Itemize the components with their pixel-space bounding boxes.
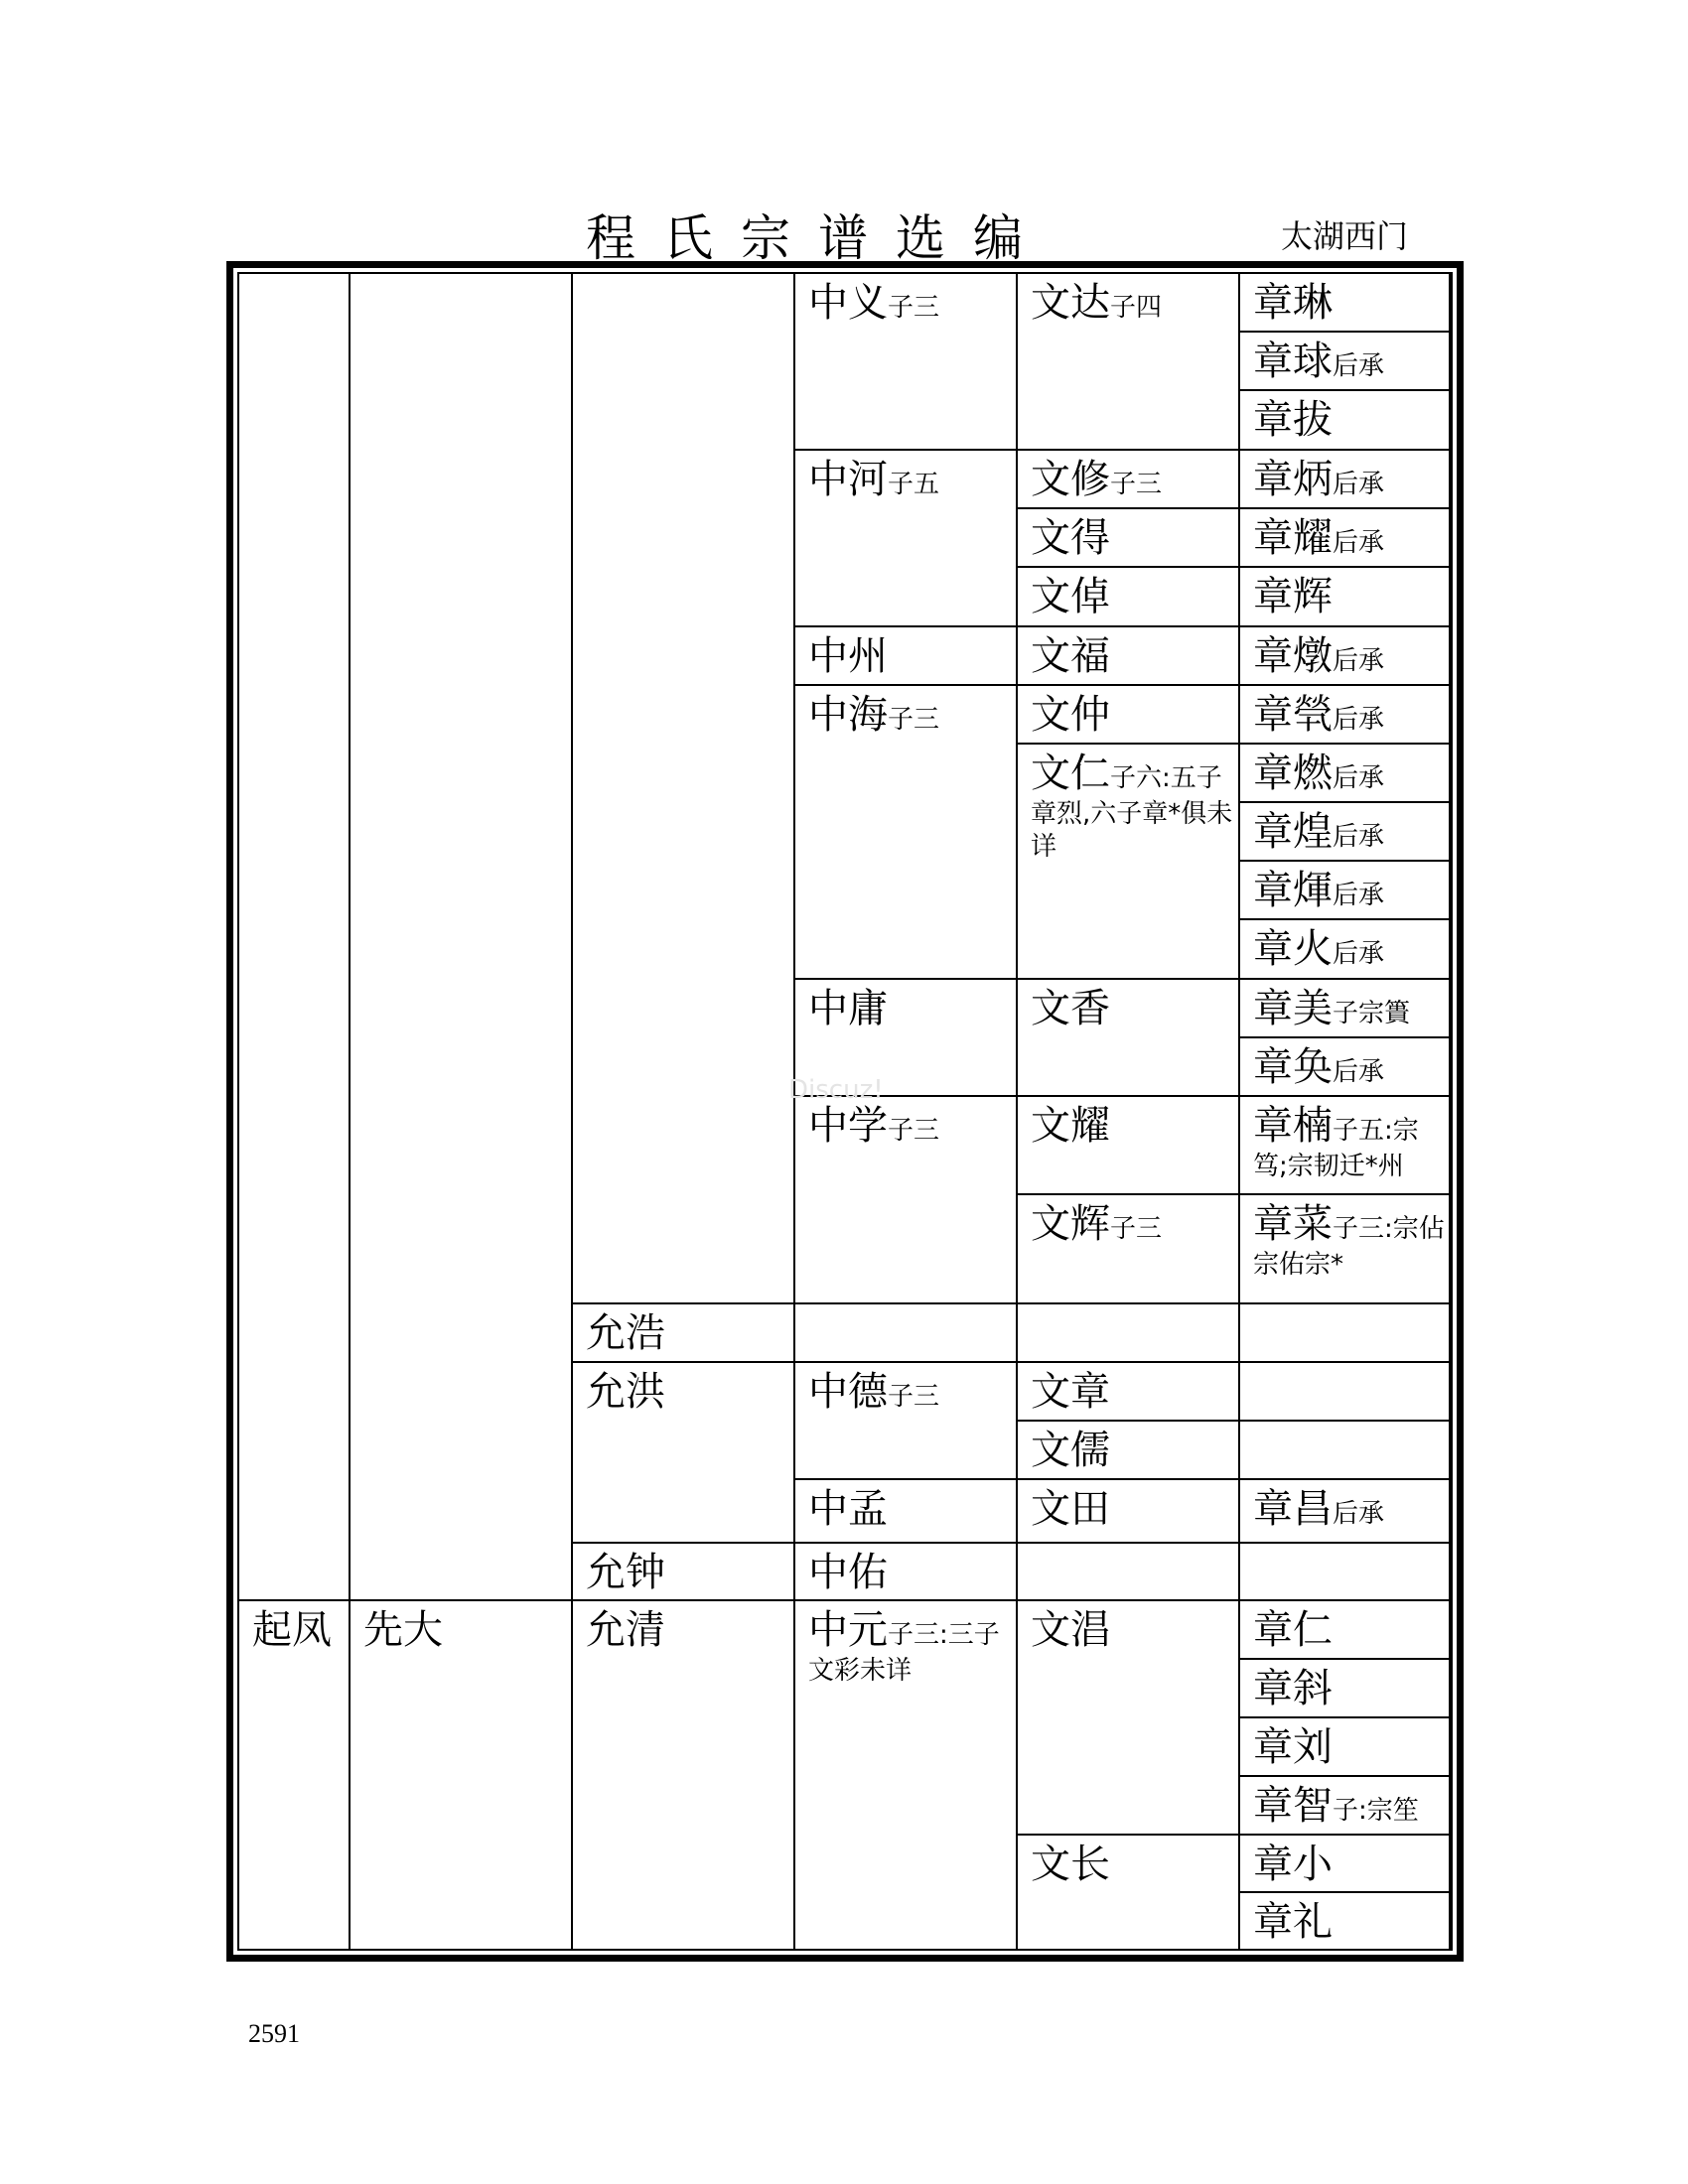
person-note: 子三 (888, 705, 940, 735)
person-name: 章菜 (1253, 1201, 1333, 1247)
person-name: 章奂 (1253, 1044, 1333, 1090)
cell-gen5-wende (1018, 509, 1240, 568)
page-title: 程氏宗谱选编 (586, 209, 1051, 267)
person-name: 章楠 (1253, 1103, 1333, 1149)
person-note: 后承 (1333, 1057, 1385, 1087)
person-note: 子三 (888, 1382, 940, 1412)
cell-gen5-empty-2 (1018, 1544, 1240, 1601)
person-name: 章煇 (1253, 868, 1333, 913)
person-name: 起凤 (252, 1607, 332, 1653)
person-name: 章仁 (1253, 1607, 1333, 1653)
cell-gen5-wenfu (1018, 627, 1240, 686)
person-note: 后承 (1333, 822, 1385, 852)
person-name: 文儒 (1031, 1428, 1110, 1473)
person-name: 章燃 (1253, 751, 1333, 796)
person-name: 文章 (1031, 1369, 1110, 1415)
person-name: 章耀 (1253, 515, 1333, 561)
cell-gen6-empty-2 (1240, 1363, 1451, 1422)
person-note: 后承 (1333, 351, 1385, 381)
cell-gen5-wentian (1018, 1480, 1240, 1544)
person-note: 后承 (1333, 528, 1385, 558)
person-name: 章小 (1253, 1842, 1333, 1887)
person-name: 中海 (808, 692, 888, 738)
cell-gen4-zhongyuan (795, 1601, 1018, 1951)
cell-gen5-wenzhuo (1018, 568, 1240, 627)
person-name: 章拔 (1253, 397, 1333, 443)
person-name: 章斜 (1253, 1666, 1333, 1711)
person-name: 中州 (808, 633, 888, 679)
person-name: 文得 (1031, 515, 1110, 561)
person-name: 中佑 (808, 1550, 888, 1595)
cell-gen5-wenchang (1018, 1601, 1240, 1836)
cell-gen5-wenzhang (1018, 1363, 1240, 1422)
cell-gen6-zhanghuang (1240, 803, 1451, 862)
cell-gen3-empty (573, 274, 795, 1304)
person-name: 文仲 (1031, 692, 1110, 738)
cell-gen1-qifeng (239, 1601, 351, 1951)
cell-gen5-wenyao (1018, 1097, 1240, 1195)
person-name: 文田 (1031, 1486, 1110, 1532)
person-name: 文仁 (1031, 751, 1110, 796)
cell-gen6-zhangran (1240, 745, 1451, 803)
cell-gen6-zhangxiao (1240, 1836, 1451, 1893)
page-number: 2591 (248, 2019, 300, 2048)
person-name: 文长 (1031, 1842, 1110, 1887)
cell-gen6-zhanghui2 (1240, 862, 1451, 920)
person-name: 文达 (1031, 280, 1110, 326)
cell-gen6-zhangren (1240, 1601, 1451, 1660)
cell-gen2-xianda (351, 1601, 573, 1951)
person-note: 子三:宗佔宗佑宗* (1253, 1214, 1445, 1280)
page-subtitle: 太湖西门 (1281, 217, 1409, 255)
cell-gen6-zhangliu (1240, 1718, 1451, 1777)
person-note: 后承 (1333, 705, 1385, 735)
person-note: 子六:五子章烈,六子章*俱未详 (1031, 763, 1233, 862)
cell-gen6-empty (1240, 1304, 1451, 1363)
person-name: 章煌 (1253, 809, 1333, 855)
person-name: 章琳 (1253, 280, 1333, 326)
person-name: 章燉 (1253, 633, 1333, 679)
person-note: 子三:三子文彩未详 (808, 1620, 1000, 1686)
cell-gen6-zhangmian (1240, 1038, 1451, 1097)
cell-gen6-zhangnan (1240, 1097, 1451, 1195)
person-name: 文淐 (1031, 1607, 1110, 1653)
person-name: 中河 (808, 457, 888, 502)
genealogy-table (237, 272, 1453, 1951)
cell-gen6-zhangqiong (1240, 686, 1451, 745)
person-name: 中义 (808, 280, 888, 326)
cell-gen6-zhangdun (1240, 627, 1451, 686)
person-name: 章炳 (1253, 457, 1333, 502)
cell-gen4-zhonghai (795, 686, 1018, 980)
person-note: 子:宗笙 (1333, 1796, 1419, 1826)
cell-gen6-empty-3 (1240, 1422, 1451, 1480)
cell-gen6-zhangqiu (1240, 333, 1451, 391)
cell-gen6-zhangli (1240, 1893, 1451, 1951)
cell-gen4-zhongyou (795, 1544, 1018, 1601)
cell-gen6-zhangba (1240, 391, 1451, 451)
cell-gen6-zhanghuo (1240, 920, 1451, 980)
cell-gen4-zhongzhou (795, 627, 1018, 686)
person-name: 允钟 (586, 1550, 665, 1595)
cell-gen3-yunqing (573, 1601, 795, 1951)
cell-gen4-zhonghe (795, 451, 1018, 627)
cell-gen6-zhangmei (1240, 980, 1451, 1038)
person-note: 子三 (888, 1116, 940, 1146)
cell-gen5-empty (1018, 1304, 1240, 1363)
person-note: 子五:宗笃;宗韧迁*州 (1253, 1116, 1419, 1181)
cell-gen6-zhanglin (1240, 274, 1451, 333)
person-name: 中孟 (808, 1486, 888, 1532)
cell-gen5-wenchang2 (1018, 1836, 1240, 1951)
person-name: 中学 (808, 1103, 888, 1149)
person-note: 后承 (1333, 881, 1385, 910)
cell-gen5-wenru (1018, 1422, 1240, 1480)
person-note: 子三 (888, 293, 940, 323)
person-name: 章礼 (1253, 1899, 1333, 1945)
cell-gen6-zhangcai (1240, 1195, 1451, 1304)
person-note: 后承 (1333, 646, 1385, 676)
cell-gen4-zhongde (795, 1363, 1018, 1480)
person-name: 中庸 (808, 986, 888, 1031)
person-note: 后承 (1333, 1499, 1385, 1529)
person-name: 章煢 (1253, 692, 1333, 738)
person-name: 文辉 (1031, 1201, 1110, 1247)
cell-gen5-wenhui (1018, 1195, 1240, 1304)
person-name: 中元 (808, 1607, 888, 1653)
cell-gen1-empty (239, 274, 351, 1601)
cell-gen6-zhangchang (1240, 1480, 1451, 1544)
person-name: 允浩 (586, 1310, 665, 1356)
person-note: 子五 (888, 470, 940, 499)
person-name: 文耀 (1031, 1103, 1110, 1149)
person-note: 后承 (1333, 939, 1385, 969)
person-name: 文倬 (1031, 574, 1110, 619)
cell-gen2-empty (351, 274, 573, 1601)
person-note: 子四 (1110, 293, 1163, 323)
cell-gen4-zhongyi (795, 274, 1018, 451)
person-note: 后承 (1333, 470, 1385, 499)
cell-gen5-wenren (1018, 745, 1240, 980)
person-name: 文修 (1031, 457, 1110, 502)
cell-gen3-yunhao (573, 1304, 795, 1363)
cell-gen5-wenzhong (1018, 686, 1240, 745)
person-note: 后承 (1333, 763, 1385, 793)
cell-gen4-zhongxue (795, 1097, 1018, 1304)
person-name: 允清 (586, 1607, 665, 1653)
cell-gen6-zhangxie (1240, 1660, 1451, 1718)
cell-gen6-zhangzhi (1240, 1777, 1451, 1836)
cell-gen4-zhongmeng (795, 1480, 1018, 1544)
cell-gen6-empty-4 (1240, 1544, 1451, 1601)
person-note: 子三 (1110, 470, 1163, 499)
person-note: 子三 (1110, 1214, 1163, 1244)
person-name: 章刘 (1253, 1724, 1333, 1770)
person-name: 章昌 (1253, 1486, 1333, 1532)
cell-gen5-wenda (1018, 274, 1240, 451)
person-name: 章火 (1253, 926, 1333, 972)
person-note: 子宗簣 (1333, 999, 1411, 1028)
person-name: 先大 (363, 1607, 443, 1653)
cell-gen6-zhangbing (1240, 451, 1451, 509)
person-name: 章球 (1253, 339, 1333, 384)
cell-gen6-zhanghui (1240, 568, 1451, 627)
cell-gen3-yunzhong (573, 1544, 795, 1601)
cell-gen4-empty (795, 1304, 1018, 1363)
cell-gen5-wenxiu (1018, 451, 1240, 509)
watermark-text: Discuz! (788, 1075, 884, 1105)
person-name: 章辉 (1253, 574, 1333, 619)
cell-gen6-zhangyao (1240, 509, 1451, 568)
person-name: 中德 (808, 1369, 888, 1415)
person-name: 章智 (1253, 1783, 1333, 1829)
person-name: 文福 (1031, 633, 1110, 679)
cell-gen5-wenxiang (1018, 980, 1240, 1097)
person-name: 允洪 (586, 1369, 665, 1415)
person-name: 章美 (1253, 986, 1333, 1031)
person-name: 文香 (1031, 986, 1110, 1031)
cell-gen3-yunhong (573, 1363, 795, 1544)
